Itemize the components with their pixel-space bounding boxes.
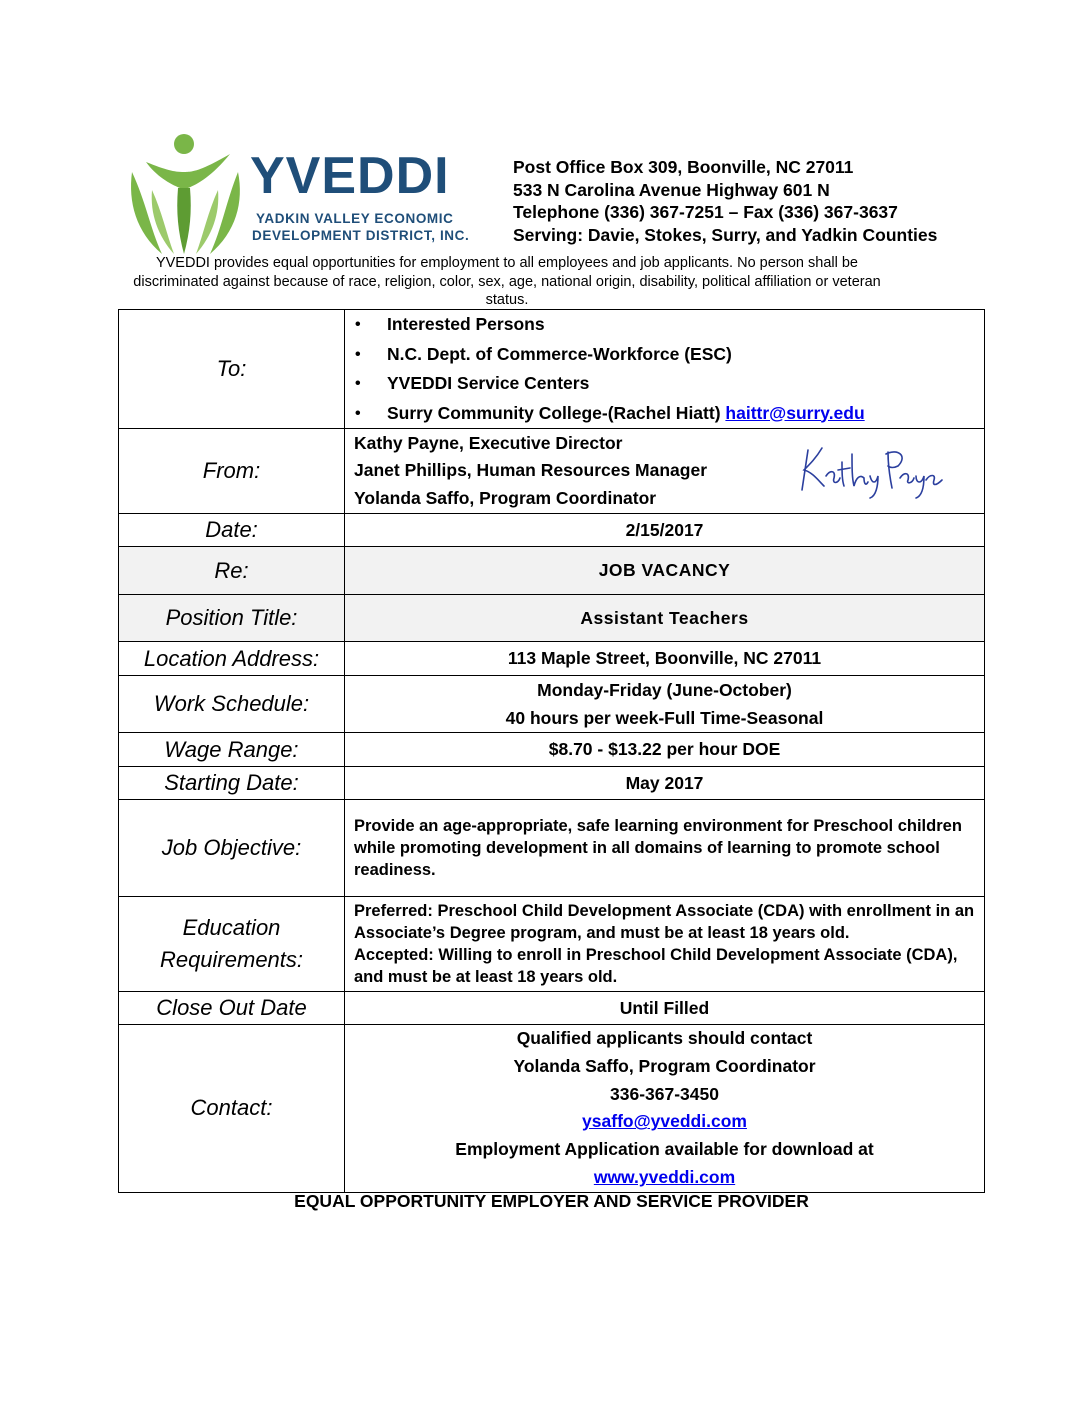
contact-phone: 336-367-3450 — [610, 1083, 719, 1104]
to-value — [345, 310, 985, 429]
accepted-label: Accepted: — [354, 946, 434, 964]
row-schedule — [119, 676, 985, 733]
row-wage — [119, 733, 985, 767]
address-line: Telephone (336) 367-7251 – Fax (336) 367-3637 — [513, 202, 898, 222]
footer-eeo-statement: EQUAL OPPORTUNITY EMPLOYER AND SERVICE PROVIDER — [294, 1191, 809, 1211]
from-line: Janet Phillips, Human Resources Manager — [354, 460, 708, 481]
row-re — [119, 547, 985, 595]
position-label: Position Title: — [119, 595, 345, 642]
start-label: Starting Date: — [119, 767, 345, 800]
schedule-line: Monday-Friday (June-October) — [537, 680, 792, 700]
row-to — [119, 310, 985, 429]
from-line: Yolanda Saffo, Program Coordinator — [354, 487, 657, 508]
signature-image — [794, 440, 944, 502]
education-label — [119, 897, 345, 992]
contact-label: Contact: — [119, 1025, 345, 1193]
address-line: Post Office Box 309, Boonville, NC 27011 — [513, 157, 854, 177]
re-value: JOB VACANCY — [345, 547, 985, 595]
from-value — [345, 429, 985, 514]
start-value: May 2017 — [345, 767, 985, 800]
recipient-text: Surry Community College-(Rachel Hiatt) — [387, 402, 721, 423]
row-education — [119, 897, 985, 992]
preferred-text: Preschool Child Development Associate (CDA) with enrollment in an Associate’s Degree program, and must be at least 18 years old. — [354, 902, 975, 942]
location-value: 113 Maple Street, Boonville, NC 27011 — [345, 642, 985, 676]
education-label-line: Requirements: — [159, 947, 304, 972]
row-objective — [119, 800, 985, 897]
position-value: Assistant Teachers — [345, 595, 985, 642]
closeout-value: Until Filled — [345, 992, 985, 1025]
eeo-notice: YVEDDI provides equal opportunities for employment to all employees and job applicants. No person shall be discriminated against because of race, religion, color, sex, age, national origin, disability, political affiliation or veteran status. — [133, 255, 881, 308]
wage-label: Wage Range: — [119, 733, 345, 767]
schedule-label: Work Schedule: — [119, 676, 345, 733]
objective-label: Job Objective: — [119, 800, 345, 897]
date-label: Date: — [119, 514, 345, 547]
contact-email-link[interactable]: ysaffo@yveddi.com — [582, 1111, 747, 1132]
address-block — [513, 156, 937, 246]
row-date — [119, 514, 985, 547]
location-label: Location Address: — [119, 642, 345, 676]
address-line: 533 N Carolina Avenue Highway 601 N — [513, 179, 830, 200]
re-label: Re: — [119, 547, 345, 595]
row-start — [119, 767, 985, 800]
row-closeout — [119, 992, 985, 1025]
leaf-figure-icon — [126, 132, 250, 256]
recipient-list — [345, 310, 984, 428]
education-value — [345, 897, 985, 992]
from-label: From: — [119, 429, 345, 514]
accepted-text: Willing to enroll in Preschool Child Development Associate (CDA), and must be at least 18 years old. — [354, 946, 958, 986]
list-item: • N.C. Dept. of Commerce-Workforce (ESC) — [355, 340, 984, 370]
yveddi-logo — [126, 132, 470, 256]
address-line: Serving: Davie, Stokes, Surry, and Yadkin Counties — [513, 224, 938, 245]
row-from — [119, 429, 985, 514]
education-label-line: Education — [182, 915, 281, 940]
list-item: • Interested Persons — [355, 310, 984, 340]
list-item: • YVEDDI Service Centers — [355, 369, 984, 399]
schedule-value — [345, 676, 985, 733]
contact-line: Yolanda Saffo, Program Coordinator — [513, 1055, 816, 1076]
logo-subtitle-line2: DEVELOPMENT DISTRICT, INC. — [252, 228, 470, 243]
contact-line: Qualified applicants should contact — [516, 1028, 813, 1048]
date-value: 2/15/2017 — [345, 514, 985, 547]
row-contact — [119, 1025, 985, 1193]
row-location — [119, 642, 985, 676]
row-position — [119, 595, 985, 642]
education-text — [345, 900, 984, 988]
vacancy-table — [118, 309, 985, 1193]
wage-value: $8.70 - $13.22 per hour DOE — [345, 733, 985, 767]
preferred-label: Preferred: — [354, 902, 433, 920]
closeout-label: Close Out Date — [119, 992, 345, 1025]
logo-subtitle-line1: YADKIN VALLEY ECONOMIC — [256, 211, 454, 226]
website-link[interactable]: www.yveddi.com — [593, 1166, 736, 1187]
list-item — [355, 399, 984, 429]
objective-value — [345, 800, 985, 897]
contact-line: Employment Application available for download at — [455, 1139, 874, 1160]
objective-text: Provide an age-appropriate, safe learning environment for Preschool children while promoting development in all domains of learning to promote school readiness. — [354, 817, 962, 879]
recipient-email-link[interactable]: haittr@surry.edu — [725, 402, 865, 423]
from-line: Kathy Payne, Executive Director — [354, 432, 623, 453]
contact-value — [345, 1025, 985, 1193]
to-label: To: — [119, 310, 345, 429]
logo-wordmark: YVEDDI — [250, 147, 450, 205]
schedule-line: 40 hours per week-Full Time-Seasonal — [505, 708, 824, 728]
